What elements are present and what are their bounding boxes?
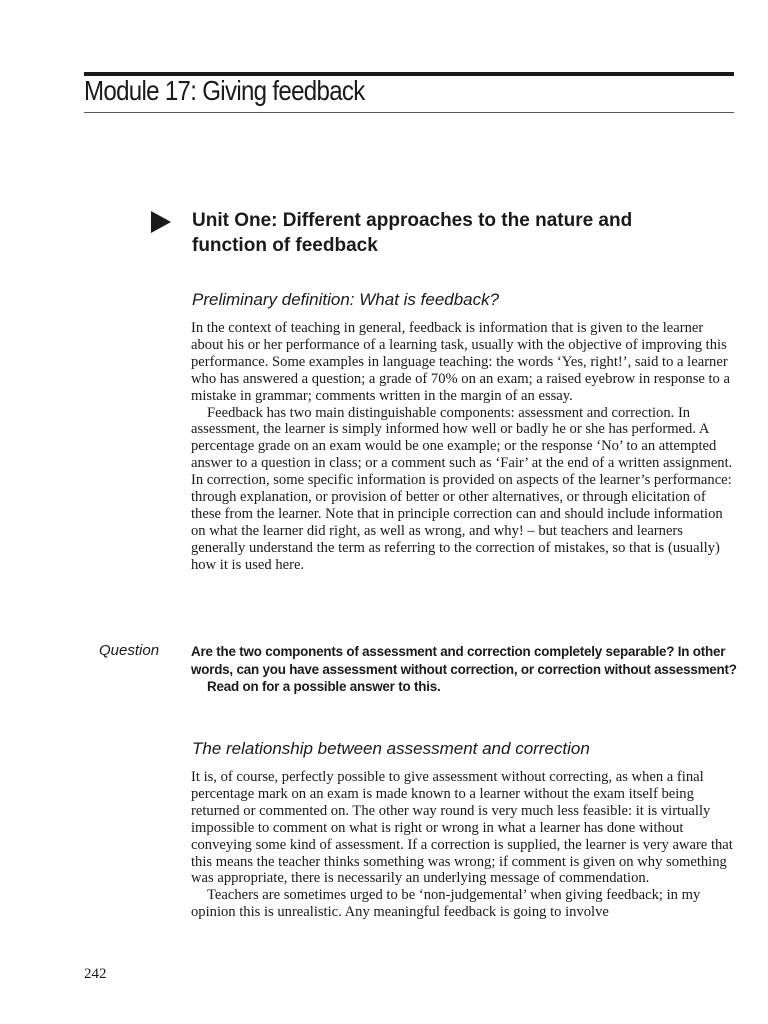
header-rule-bottom xyxy=(84,112,734,113)
body-paragraph: In the context of teaching in general, feedback is information that is given to the learner about his or her performance of a learning task, usually with the objective of improving this performance. Some examples in language teaching: the words ‘Yes, right!’, said to a learner who has answered a question; a grade of 70% on an exam; a raised eyebrow in response to a mistake in grammar; comments written in the margin of an essay. xyxy=(191,320,730,404)
unit-heading xyxy=(150,208,710,258)
section-heading-relationship: The relationship between assessment and correction xyxy=(192,739,590,758)
body-paragraph: Feedback has two main distinguishable components: assessment and correction. In assessment, the learner is simply informed how well or badly he or she has performed. A percentage grade on an exam would be one example; or the response ‘No’ to an attempted answer to a question in class; or a comment such as ‘Fair’ at the end of a written assignment. In correction, some specific information is provided on aspects of the learner’s performance: through explanation, or provision of better or other alternatives, or through elicitation of these from the learner. Note that in principle correction can and should include information on what the learner did right, as well as wrong, and why! – but teachers and learners generally understand the term as referring to the correction of mistakes, so that is (usually) how it is used here. xyxy=(191,404,733,573)
question-block xyxy=(191,643,739,696)
unit-title: Unit One: Different approaches to the nature and function of feedback xyxy=(192,210,633,256)
section-body-relationship xyxy=(191,769,739,921)
module-title: Module 17: Giving feedback xyxy=(84,75,365,106)
play-arrow-icon xyxy=(150,210,172,234)
question-text: Are the two components of assessment and correction completely separable? In other words, can you have assessment without correction, or correction without assessment? xyxy=(191,644,737,677)
section-heading-definition: Preliminary definition: What is feedback? xyxy=(192,290,500,309)
question-label: Question xyxy=(99,642,160,659)
page-number: 242 xyxy=(84,966,107,982)
body-paragraph: It is, of course, perfectly possible to give assessment without correcting, as when a final percentage mark on an exam is made known to a learner without the exam itself being returned or commented on. The other way round is very much less feasible: it is virtually impossible to comment on what is right or wrong in what a learner has done without conveying some kind of assessment. If a correction is supplied, the learner is very aware that this means the teacher thinks something was wrong; if comment is given on why something was appropriate, there is necessarily an underlying message of commendation. xyxy=(191,769,733,887)
body-paragraph: Teachers are sometimes urged to be ‘non-judgemental’ when giving feedback; in my opinion this is unrealistic. Any meaningful feedback is going to involve xyxy=(191,887,701,921)
question-followup: Read on for a possible answer to this. xyxy=(207,679,441,694)
section-body-definition xyxy=(191,320,739,574)
